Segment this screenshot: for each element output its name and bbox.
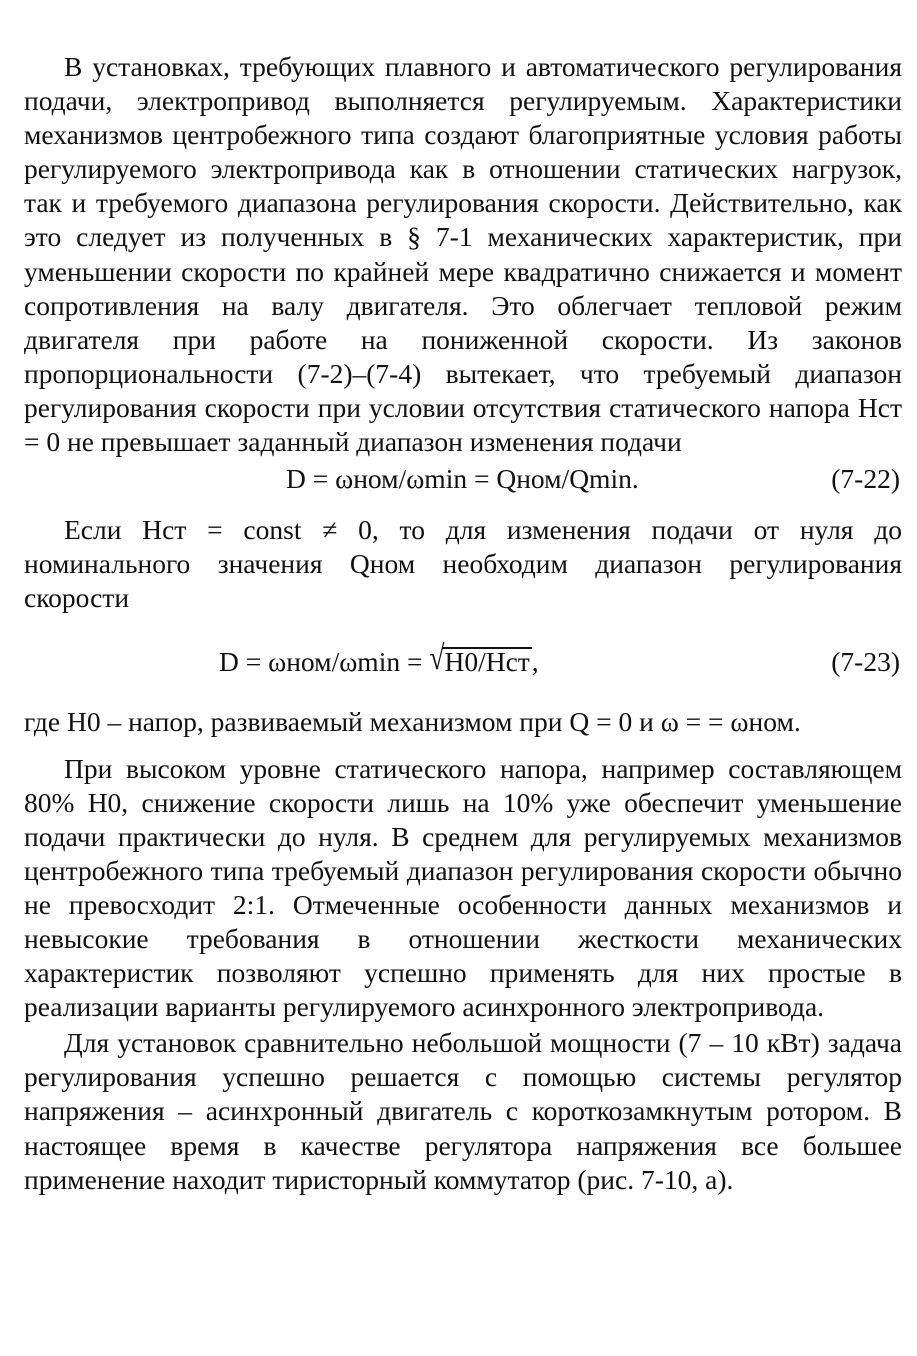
equation-number-7-23: (7-23) xyxy=(831,646,900,678)
formula-7-23 xyxy=(219,638,539,679)
formula-7-23-row xyxy=(24,638,902,679)
formula-7-23-radicand: H0/Hст xyxy=(444,646,530,678)
equation-number-7-22: (7-22) xyxy=(831,463,900,495)
formula-7-22: D = ωном/ωmin = Qном/Qmin. xyxy=(286,463,639,495)
paragraph-const-head: Если Hст = const ≠ 0, то для изменения подачи от нуля до номинального значения Qном необходим диапазон регулирования скорости xyxy=(24,514,902,614)
formula-7-23-tail: , xyxy=(531,646,539,678)
paragraph-small-power-installations: Для установок сравнительно небольшой мощности (7 – 10 кВт) задача регулирования успешно решается с помощью системы регулятор напряжения – асинхронный двигатель с короткозамкнутым ротором. В настоящее время в качестве регулятора напряжения все большее применение находит тиристорный коммутатор (рис. 7-10, а). xyxy=(24,1027,902,1195)
formula-7-22-row xyxy=(24,462,902,496)
square-root-sign: √ xyxy=(429,638,445,677)
paragraph-where-definition: где H0 – напор, развиваемый механизмом при Q = 0 и ω = = ωном. xyxy=(24,706,801,738)
paragraph-high-static-head: При высоком уровне статического напора, например составляющем 80% H0, снижение скорости лишь на 10% уже обеспечит уменьшение подачи практически до нуля. В среднем для регулируемых механизмов центробежного типа требуемый диапазон регулирования скорости обычно не превосходит 2:1. Отмеченные особенности данных механизмов и невысокие требования в отношении жесткости механических характеристик позволяют успешно применять для них простые в реализации варианты регулируемого асинхронного электропривода. xyxy=(24,752,902,1023)
page-body xyxy=(24,50,902,1197)
formula-7-23-left: D = ωном/ωmin = xyxy=(219,646,430,678)
paragraph-intro: В установках, требующих плавного и автоматического регулирования подачи, электропривод выполняется регулируемым. Характеристики механизмов центробежного типа создают благоприятные условия работы регулируемого электропривода как в отношении статических нагрузок, так и требуемого диапазона регулирования скорости. Действительно, как это следует из полученных в § 7-1 механических характеристик, при уменьшении скорости по крайней мере квадратично снижается и момент сопротивления на валу двигателя. Это облегчает тепловой режим двигателя при работе на пониженной скорости. Из законов пропорциональности (7-2)–(7-4) вытекает, что требуемый диапазон регулирования скорости при условии отсутствия статического напора Hст = 0 не превышает заданный диапазон изменения подачи xyxy=(24,51,902,458)
